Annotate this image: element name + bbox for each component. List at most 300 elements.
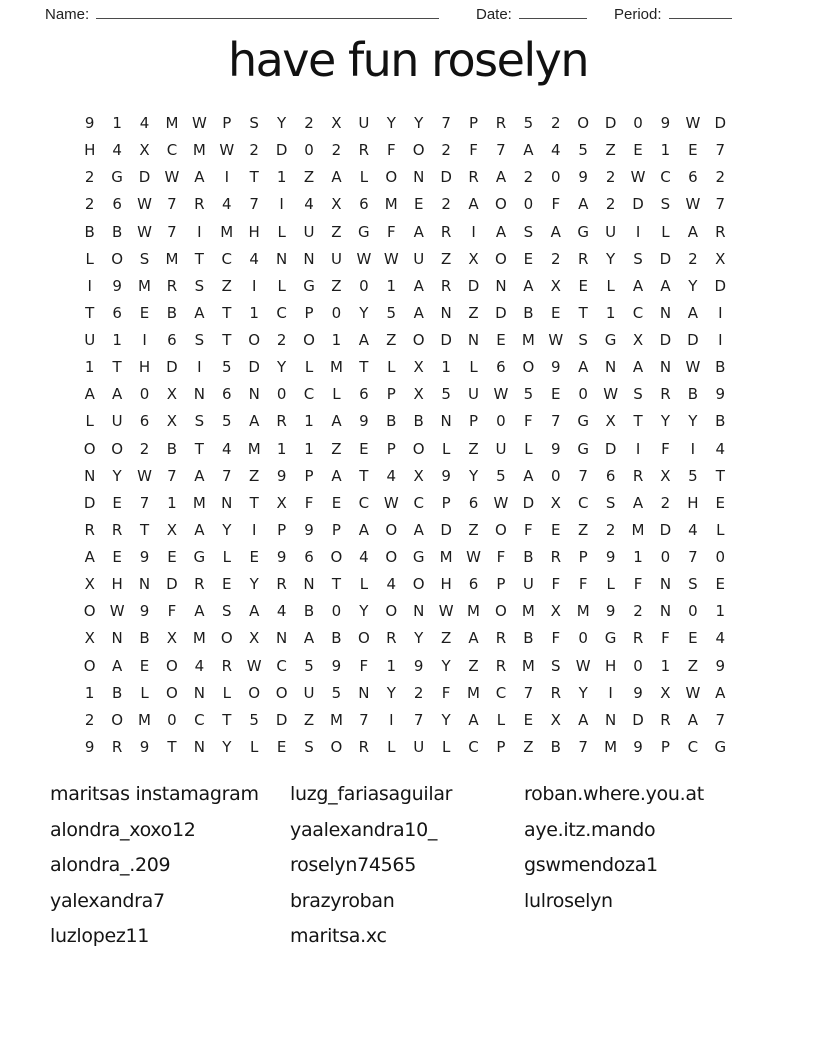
grid-cell-r11c5: N bbox=[193, 385, 205, 404]
grid-cell-r6c3: S bbox=[139, 249, 150, 268]
grid-cell-r9c18: W bbox=[548, 331, 564, 350]
grid-cell-r24c24: G bbox=[714, 737, 727, 756]
grid-cell-r14c7: Z bbox=[249, 466, 260, 485]
date-blank-line bbox=[519, 3, 587, 19]
grid-cell-r4c23: W bbox=[685, 195, 701, 214]
grid-cell-r3c18: 0 bbox=[551, 168, 561, 187]
grid-cell-r19c5: A bbox=[194, 602, 205, 621]
word-list-item: alondra_xoxo12 bbox=[50, 818, 196, 841]
grid-cell-r18c24: E bbox=[715, 575, 726, 594]
grid-cell-r10c17: O bbox=[522, 358, 535, 377]
grid-cell-r12c18: 7 bbox=[551, 412, 561, 431]
grid-cell-r10c24: B bbox=[715, 358, 726, 377]
grid-cell-r16c14: D bbox=[440, 520, 452, 539]
grid-cell-r13c15: Z bbox=[468, 439, 479, 458]
grid-cell-r8c7: 1 bbox=[249, 303, 259, 322]
grid-cell-r12c24: B bbox=[715, 412, 726, 431]
grid-cell-r21c16: R bbox=[495, 656, 507, 675]
grid-cell-r5c21: I bbox=[635, 222, 641, 241]
grid-cell-r14c12: 4 bbox=[386, 466, 397, 485]
grid-cell-r1c15: P bbox=[469, 114, 479, 133]
grid-cell-r4c11: 6 bbox=[359, 195, 369, 214]
grid-cell-r4c9: 4 bbox=[304, 195, 314, 214]
grid-cell-r6c21: S bbox=[633, 249, 643, 268]
grid-cell-r18c2: H bbox=[111, 575, 123, 594]
grid-cell-r4c24: 7 bbox=[715, 195, 726, 214]
grid-cell-r8c19: T bbox=[578, 303, 588, 322]
grid-cell-r1c20: D bbox=[604, 114, 617, 133]
grid-cell-r10c14: 1 bbox=[441, 358, 451, 377]
grid-cell-r17c6: L bbox=[222, 548, 231, 567]
grid-cell-r18c15: 6 bbox=[468, 575, 479, 594]
grid-cell-r20c9: A bbox=[303, 629, 315, 648]
grid-cell-r15c13: C bbox=[413, 493, 424, 512]
grid-cell-r13c14: L bbox=[441, 439, 451, 458]
grid-cell-r8c23: A bbox=[687, 303, 698, 322]
grid-cell-r8c1: T bbox=[85, 303, 95, 322]
grid-cell-r1c14: 7 bbox=[441, 114, 451, 133]
grid-cell-r19c24: 1 bbox=[715, 602, 726, 621]
grid-cell-r13c18: 9 bbox=[551, 439, 561, 458]
grid-cell-r19c17: M bbox=[521, 602, 535, 621]
grid-cell-r17c1: A bbox=[84, 548, 95, 567]
grid-cell-r4c3: W bbox=[137, 195, 152, 214]
word-list-item: roban.where.you.at bbox=[524, 783, 704, 805]
grid-cell-r12c4: X bbox=[166, 412, 178, 431]
grid-cell-r14c13: X bbox=[413, 466, 424, 485]
grid-cell-r2c11: R bbox=[358, 141, 370, 160]
grid-cell-r13c11: E bbox=[359, 439, 369, 458]
grid-cell-r1c18: 2 bbox=[551, 114, 561, 133]
grid-cell-r6c11: W bbox=[356, 249, 372, 268]
grid-cell-r12c2: U bbox=[111, 412, 123, 431]
grid-cell-r10c1: 1 bbox=[84, 358, 95, 377]
grid-cell-r7c5: S bbox=[194, 276, 205, 295]
grid-cell-r8c11: Y bbox=[359, 303, 369, 322]
grid-cell-r11c4: X bbox=[166, 385, 178, 404]
grid-cell-r6c14: Z bbox=[440, 249, 452, 268]
grid-cell-r22c1: 1 bbox=[84, 683, 95, 702]
grid-cell-r14c9: P bbox=[304, 466, 314, 485]
grid-cell-r1c12: Y bbox=[386, 114, 396, 133]
grid-cell-r18c12: 4 bbox=[386, 575, 397, 594]
grid-cell-r21c1: O bbox=[83, 656, 96, 675]
word-list-item: gswmendoza1 bbox=[524, 854, 658, 877]
word-list-item: yalexandra7 bbox=[50, 889, 165, 912]
grid-cell-r17c24: 0 bbox=[715, 548, 726, 567]
grid-cell-r3c6: I bbox=[224, 168, 229, 187]
grid-cell-r21c19: W bbox=[575, 656, 591, 675]
grid-cell-r11c16: W bbox=[493, 385, 509, 404]
grid-cell-r20c23: E bbox=[688, 629, 698, 648]
grid-cell-r23c4: 0 bbox=[167, 710, 177, 729]
grid-cell-r1c5: W bbox=[191, 114, 207, 133]
grid-cell-r10c5: I bbox=[197, 358, 202, 377]
grid-cell-r5c15: I bbox=[471, 222, 476, 241]
grid-cell-r19c12: O bbox=[385, 602, 398, 621]
grid-cell-r7c18: X bbox=[550, 276, 561, 295]
grid-cell-r23c15: A bbox=[468, 710, 479, 729]
grid-cell-r10c16: 6 bbox=[496, 358, 506, 377]
grid-cell-r19c21: 2 bbox=[633, 602, 643, 621]
grid-cell-r12c16: 0 bbox=[496, 412, 506, 431]
grid-cell-r3c23: 6 bbox=[688, 168, 698, 187]
grid-cell-r24c19: 7 bbox=[578, 737, 588, 756]
grid-cell-r10c6: 5 bbox=[222, 358, 232, 377]
grid-cell-r11c19: 0 bbox=[578, 385, 588, 404]
grid-cell-r24c11: R bbox=[358, 737, 370, 756]
grid-cell-r24c16: P bbox=[496, 737, 506, 756]
grid-cell-r22c7: O bbox=[248, 683, 261, 702]
grid-cell-r5c6: M bbox=[220, 222, 234, 241]
grid-cell-r16c17: F bbox=[524, 520, 533, 539]
grid-cell-r7c8: L bbox=[277, 276, 286, 295]
grid-cell-r15c18: X bbox=[550, 493, 561, 512]
grid-cell-r7c23: Y bbox=[688, 276, 698, 295]
grid-cell-r18c21: F bbox=[633, 575, 643, 594]
grid-cell-r9c24: I bbox=[718, 331, 723, 350]
grid-cell-r2c6: W bbox=[219, 141, 235, 160]
grid-cell-r18c3: N bbox=[138, 575, 151, 594]
grid-cell-r21c18: S bbox=[551, 656, 561, 675]
grid-cell-r7c15: D bbox=[467, 276, 480, 295]
grid-cell-r3c15: R bbox=[468, 168, 479, 187]
grid-cell-r12c10: A bbox=[331, 412, 342, 431]
grid-cell-r9c14: D bbox=[440, 331, 452, 350]
grid-cell-r12c13: B bbox=[413, 412, 424, 431]
grid-cell-r7c22: A bbox=[660, 276, 671, 295]
grid-cell-r19c16: O bbox=[495, 602, 507, 621]
grid-cell-r10c23: W bbox=[685, 358, 701, 377]
grid-cell-r16c21: M bbox=[631, 520, 645, 539]
grid-cell-r22c2: B bbox=[111, 683, 123, 702]
grid-cell-r5c20: U bbox=[605, 222, 617, 241]
grid-cell-r10c9: L bbox=[304, 358, 314, 377]
grid-cell-r15c9: F bbox=[304, 493, 314, 512]
grid-cell-r1c23: W bbox=[685, 114, 701, 133]
grid-cell-r12c6: 5 bbox=[222, 412, 232, 431]
grid-cell-r6c17: E bbox=[523, 249, 534, 268]
grid-cell-r16c1: R bbox=[84, 520, 95, 539]
grid-cell-r14c2: Y bbox=[112, 466, 122, 485]
grid-cell-r3c7: T bbox=[249, 168, 259, 187]
grid-cell-r11c22: R bbox=[660, 385, 671, 404]
grid-cell-r11c1: A bbox=[84, 385, 95, 404]
grid-cell-r19c10: 0 bbox=[331, 602, 342, 621]
grid-cell-r15c8: X bbox=[276, 493, 287, 512]
grid-cell-r22c22: X bbox=[660, 683, 671, 702]
grid-cell-r1c16: R bbox=[495, 114, 507, 133]
grid-cell-r13c4: B bbox=[166, 439, 178, 458]
grid-cell-r7c24: D bbox=[714, 276, 727, 295]
grid-cell-r23c10: M bbox=[329, 710, 343, 729]
grid-cell-r4c22: S bbox=[660, 195, 671, 214]
grid-cell-r8c13: A bbox=[413, 303, 424, 322]
grid-cell-r5c24: R bbox=[715, 222, 726, 241]
grid-cell-r18c4: D bbox=[166, 575, 178, 594]
grid-cell-r21c7: W bbox=[246, 656, 262, 675]
grid-cell-r5c16: A bbox=[495, 222, 507, 241]
grid-cell-r13c16: U bbox=[495, 439, 507, 458]
grid-cell-r16c8: P bbox=[277, 520, 287, 539]
grid-cell-r3c19: 9 bbox=[578, 168, 588, 187]
grid-cell-r6c10: U bbox=[330, 249, 342, 268]
grid-cell-r10c13: X bbox=[413, 358, 424, 377]
grid-cell-r9c3: I bbox=[142, 331, 147, 350]
grid-cell-r20c12: R bbox=[386, 629, 397, 648]
grid-cell-r14c17: A bbox=[523, 466, 534, 485]
grid-cell-r15c11: C bbox=[358, 493, 370, 512]
grid-cell-r9c21: X bbox=[632, 331, 644, 350]
grid-cell-r22c3: L bbox=[140, 683, 149, 702]
grid-cell-r23c23: A bbox=[687, 710, 698, 729]
grid-cell-r23c19: A bbox=[578, 710, 589, 729]
grid-cell-r5c19: G bbox=[577, 222, 589, 241]
grid-cell-r21c23: Z bbox=[687, 656, 698, 675]
grid-cell-r24c12: L bbox=[387, 737, 396, 756]
grid-cell-r16c9: 9 bbox=[304, 520, 314, 539]
grid-cell-r5c23: A bbox=[687, 222, 698, 241]
grid-cell-r1c9: 2 bbox=[304, 114, 314, 133]
grid-cell-r17c18: R bbox=[550, 548, 561, 567]
grid-cell-r24c17: Z bbox=[523, 737, 534, 756]
date-field-group bbox=[476, 3, 587, 23]
grid-cell-r1c22: 9 bbox=[660, 114, 671, 133]
grid-cell-r23c3: M bbox=[138, 710, 151, 729]
grid-cell-r19c8: 4 bbox=[276, 602, 287, 621]
grid-cell-r7c13: A bbox=[413, 276, 424, 295]
grid-cell-r15c1: D bbox=[83, 493, 96, 512]
grid-cell-r5c10: Z bbox=[331, 222, 342, 241]
grid-cell-r1c3: 4 bbox=[139, 114, 150, 133]
grid-cell-r20c3: B bbox=[139, 629, 150, 648]
grid-cell-r23c22: R bbox=[660, 710, 671, 729]
grid-cell-r2c3: X bbox=[139, 141, 150, 160]
grid-cell-r5c22: L bbox=[661, 222, 670, 241]
grid-cell-r17c14: M bbox=[439, 548, 453, 567]
grid-cell-r15c22: 2 bbox=[660, 493, 671, 512]
grid-cell-r7c4: R bbox=[166, 276, 178, 295]
grid-cell-r24c20: M bbox=[604, 737, 618, 756]
word-list-item: maritsas instamagram bbox=[50, 783, 259, 805]
grid-cell-r18c10: T bbox=[331, 575, 342, 594]
grid-cell-r22c24: A bbox=[715, 683, 726, 702]
grid-cell-r23c20: N bbox=[605, 710, 617, 729]
grid-cell-r8c10: 0 bbox=[331, 303, 342, 322]
grid-cell-r4c5: R bbox=[194, 195, 205, 214]
grid-cell-r20c5: M bbox=[192, 629, 206, 648]
grid-cell-r1c19: O bbox=[577, 114, 590, 133]
grid-cell-r20c17: B bbox=[523, 629, 534, 648]
grid-cell-r18c1: X bbox=[84, 575, 95, 594]
grid-cell-r16c23: 4 bbox=[688, 520, 698, 539]
grid-cell-r16c19: Z bbox=[578, 520, 589, 539]
grid-cell-r21c22: 1 bbox=[660, 656, 671, 675]
grid-cell-r16c6: Y bbox=[222, 520, 232, 539]
grid-cell-r14c5: A bbox=[194, 466, 205, 485]
period-blank-line bbox=[669, 3, 732, 19]
grid-cell-r17c8: 9 bbox=[276, 548, 287, 567]
grid-cell-r21c11: F bbox=[359, 656, 369, 675]
grid-cell-r8c21: C bbox=[632, 303, 644, 322]
grid-cell-r6c23: 2 bbox=[688, 249, 698, 268]
word-list-item: lulroselyn bbox=[524, 889, 613, 912]
grid-cell-r18c17: U bbox=[522, 575, 534, 594]
grid-cell-r8c24: I bbox=[718, 303, 723, 322]
grid-cell-r21c9: 5 bbox=[304, 656, 314, 675]
grid-cell-r2c22: 1 bbox=[660, 141, 671, 160]
grid-cell-r21c20: H bbox=[604, 656, 617, 675]
grid-cell-r7c17: A bbox=[523, 276, 534, 295]
name-blank-line bbox=[96, 3, 439, 19]
grid-cell-r14c1: N bbox=[84, 466, 96, 485]
grid-cell-r13c24: 4 bbox=[715, 439, 726, 458]
grid-cell-r12c23: Y bbox=[688, 412, 698, 431]
grid-cell-r9c5: S bbox=[194, 331, 205, 350]
grid-cell-r7c6: Z bbox=[221, 276, 232, 295]
grid-cell-r23c7: 5 bbox=[249, 710, 259, 729]
grid-cell-r8c14: N bbox=[440, 303, 452, 322]
grid-cell-r11c23: B bbox=[687, 385, 699, 404]
grid-cell-r3c9: Z bbox=[303, 168, 315, 187]
grid-cell-r12c14: N bbox=[440, 412, 452, 431]
grid-cell-r6c16: O bbox=[495, 249, 507, 268]
grid-cell-r17c23: 7 bbox=[688, 548, 698, 567]
grid-cell-r24c14: L bbox=[441, 737, 451, 756]
grid-cell-r2c16: 7 bbox=[496, 141, 506, 160]
grid-cell-r8c6: T bbox=[222, 303, 232, 322]
grid-cell-r24c5: N bbox=[193, 737, 205, 756]
grid-cell-r8c18: E bbox=[551, 303, 561, 322]
grid-cell-r20c4: X bbox=[166, 629, 178, 648]
grid-cell-r17c19: P bbox=[578, 548, 588, 567]
grid-cell-r16c10: P bbox=[331, 520, 341, 539]
date-label: Date: bbox=[476, 6, 512, 23]
grid-cell-r3c8: 1 bbox=[276, 168, 287, 187]
grid-cell-r9c16: E bbox=[496, 331, 506, 350]
name-field-group bbox=[45, 3, 439, 23]
grid-cell-r21c14: Y bbox=[441, 656, 451, 675]
grid-cell-r23c8: D bbox=[275, 710, 288, 729]
grid-cell-r2c2: 4 bbox=[112, 141, 122, 160]
grid-cell-r24c10: O bbox=[330, 737, 343, 756]
grid-cell-r14c3: W bbox=[137, 466, 152, 485]
grid-cell-r9c4: 6 bbox=[167, 331, 177, 350]
grid-cell-r14c16: 5 bbox=[496, 466, 506, 485]
grid-cell-r16c16: O bbox=[495, 520, 507, 539]
grid-cell-r17c16: F bbox=[496, 548, 506, 567]
grid-cell-r23c13: 7 bbox=[413, 710, 424, 729]
grid-cell-r2c18: 4 bbox=[551, 141, 561, 160]
grid-cell-r18c23: S bbox=[688, 575, 698, 594]
grid-cell-r10c19: A bbox=[578, 358, 589, 377]
grid-cell-r15c14: P bbox=[441, 493, 451, 512]
grid-cell-r7c7: I bbox=[251, 276, 257, 295]
grid-cell-r24c15: C bbox=[468, 737, 479, 756]
word-list-item: yaalexandra10_ bbox=[290, 818, 438, 841]
grid-cell-r23c2: O bbox=[111, 710, 124, 729]
grid-cell-r17c21: 1 bbox=[633, 548, 643, 567]
grid-cell-r15c5: M bbox=[192, 493, 206, 512]
grid-cell-r3c13: N bbox=[413, 168, 425, 187]
grid-cell-r1c6: P bbox=[222, 114, 232, 133]
grid-cell-r5c3: W bbox=[137, 222, 152, 241]
grid-cell-r15c20: S bbox=[605, 493, 616, 512]
grid-cell-r24c21: 9 bbox=[633, 737, 643, 756]
grid-cell-r22c14: F bbox=[441, 683, 451, 702]
grid-cell-r20c1: X bbox=[84, 629, 95, 648]
grid-cell-r4c10: X bbox=[331, 195, 342, 214]
grid-cell-r19c1: O bbox=[83, 602, 96, 621]
grid-cell-r3c24: 2 bbox=[715, 168, 726, 187]
grid-cell-r6c4: M bbox=[165, 249, 179, 268]
grid-cell-r20c10: B bbox=[331, 629, 342, 648]
grid-cell-r2c14: 2 bbox=[441, 141, 451, 160]
grid-cell-r6c6: C bbox=[221, 249, 233, 268]
grid-cell-r9c9: O bbox=[303, 331, 315, 350]
grid-cell-r24c18: B bbox=[550, 737, 561, 756]
grid-cell-r11c3: 0 bbox=[139, 385, 150, 404]
word-search-grid bbox=[76, 110, 734, 761]
grid-cell-r19c7: A bbox=[249, 602, 260, 621]
grid-cell-r6c2: O bbox=[111, 249, 124, 268]
grid-cell-r2c9: 0 bbox=[304, 141, 314, 160]
grid-cell-r4c16: O bbox=[495, 195, 507, 214]
grid-cell-r18c8: R bbox=[276, 575, 287, 594]
grid-cell-r22c11: N bbox=[358, 683, 370, 702]
grid-cell-r10c4: D bbox=[166, 358, 178, 377]
grid-cell-r19c20: 9 bbox=[605, 602, 616, 621]
word-list-item: roselyn74565 bbox=[290, 854, 417, 877]
grid-cell-r12c17: F bbox=[524, 412, 533, 431]
grid-cell-r4c4: 7 bbox=[167, 195, 177, 214]
grid-cell-r11c21: S bbox=[633, 385, 643, 404]
grid-cell-r9c1: U bbox=[84, 331, 96, 350]
grid-cell-r22c9: U bbox=[303, 683, 315, 702]
grid-cell-r14c8: 9 bbox=[276, 466, 287, 485]
grid-cell-r12c7: A bbox=[249, 412, 260, 431]
grid-cell-r24c6: Y bbox=[222, 737, 232, 756]
grid-cell-r7c11: 0 bbox=[359, 276, 369, 295]
grid-cell-r17c12: O bbox=[385, 548, 398, 567]
grid-cell-r15c4: 1 bbox=[167, 493, 177, 512]
grid-cell-r13c5: T bbox=[194, 439, 204, 458]
grid-cell-r8c2: 6 bbox=[112, 303, 122, 322]
grid-cell-r21c12: 1 bbox=[386, 656, 397, 675]
grid-cell-r14c4: 7 bbox=[167, 466, 177, 485]
grid-cell-r17c20: 9 bbox=[605, 548, 616, 567]
grid-cell-r17c10: O bbox=[330, 548, 343, 567]
grid-cell-r22c21: 9 bbox=[633, 683, 643, 702]
grid-cell-r1c21: 0 bbox=[633, 114, 643, 133]
grid-cell-r9c17: M bbox=[521, 331, 535, 350]
grid-cell-r3c5: A bbox=[194, 168, 205, 187]
grid-cell-r6c18: 2 bbox=[551, 249, 561, 268]
grid-cell-r10c22: N bbox=[659, 358, 672, 377]
grid-cell-r11c2: A bbox=[111, 385, 123, 404]
grid-cell-r2c13: O bbox=[412, 141, 425, 160]
grid-cell-r15c21: A bbox=[632, 493, 644, 512]
grid-cell-r13c19: G bbox=[577, 439, 589, 458]
grid-cell-r5c18: A bbox=[550, 222, 561, 241]
grid-cell-r22c20: I bbox=[608, 683, 613, 702]
grid-cell-r17c11: 4 bbox=[359, 548, 369, 567]
grid-cell-r14c14: 9 bbox=[441, 466, 451, 485]
grid-cell-r24c22: P bbox=[660, 737, 670, 756]
grid-cell-r14c24: T bbox=[715, 466, 725, 485]
grid-cell-r9c11: A bbox=[358, 331, 369, 350]
grid-cell-r16c24: L bbox=[716, 520, 725, 539]
